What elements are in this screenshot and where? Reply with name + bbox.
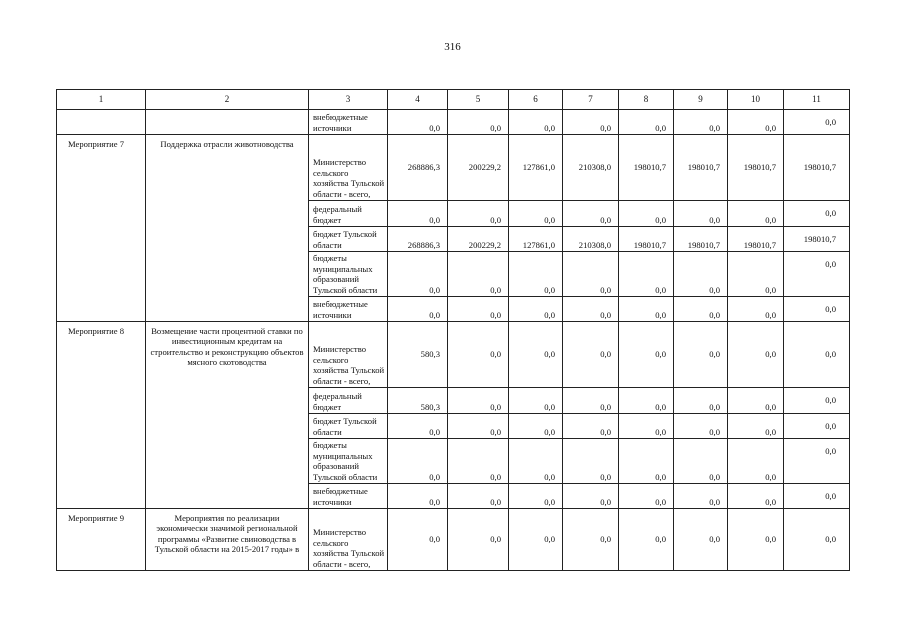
funding-source: внебюджетные источники <box>309 297 388 322</box>
header-cell: 5 <box>448 90 509 110</box>
value-cell: 0,0 <box>448 252 509 297</box>
value-cell: 0,0 <box>563 322 619 388</box>
funding-source: внебюджетные источники <box>309 484 388 509</box>
value-cell: 0,0 <box>674 252 728 297</box>
value-cell: 0,0 <box>509 322 563 388</box>
header-cell: 4 <box>388 90 448 110</box>
event-label: Мероприятие 9 <box>57 509 146 571</box>
value-cell: 0,0 <box>448 388 509 414</box>
value-cell: 0,0 <box>784 252 850 297</box>
table-row <box>57 135 850 201</box>
value-cell: 0,0 <box>509 252 563 297</box>
value-cell: 0,0 <box>509 110 563 135</box>
value-cell: 198010,7 <box>728 227 784 252</box>
value-cell: 0,0 <box>509 509 563 571</box>
value-cell: 0,0 <box>674 388 728 414</box>
value-cell: 0,0 <box>784 439 850 484</box>
value-cell: 198010,7 <box>674 227 728 252</box>
value-cell: 0,0 <box>728 484 784 509</box>
value-cell: 268886,3 <box>388 227 448 252</box>
value-cell: 0,0 <box>509 414 563 439</box>
value-cell: 0,0 <box>388 201 448 227</box>
table-row <box>57 110 850 135</box>
header-cell: 11 <box>784 90 850 110</box>
value-cell: 0,0 <box>728 388 784 414</box>
value-cell: 0,0 <box>728 252 784 297</box>
funding-source: внебюджетные источники <box>309 110 388 135</box>
value-cell: 0,0 <box>388 414 448 439</box>
funding-source: бюджет Тульской области <box>309 227 388 252</box>
value-cell: 0,0 <box>784 201 850 227</box>
value-cell: 0,0 <box>674 414 728 439</box>
value-cell: 0,0 <box>563 110 619 135</box>
event-label: Мероприятие 8 <box>57 322 146 509</box>
value-cell: 0,0 <box>563 297 619 322</box>
event-description <box>146 110 309 135</box>
value-cell: 0,0 <box>728 414 784 439</box>
value-cell: 0,0 <box>619 509 674 571</box>
header-cell: 8 <box>619 90 674 110</box>
value-cell: 0,0 <box>728 201 784 227</box>
value-cell: 0,0 <box>509 297 563 322</box>
value-cell: 210308,0 <box>563 135 619 201</box>
value-cell: 580,3 <box>388 322 448 388</box>
value-cell: 200229,2 <box>448 135 509 201</box>
funding-source: бюджет Тульской области <box>309 414 388 439</box>
value-cell: 0,0 <box>563 509 619 571</box>
value-cell: 198010,7 <box>619 135 674 201</box>
header-cell: 10 <box>728 90 784 110</box>
value-cell: 0,0 <box>563 201 619 227</box>
value-cell: 0,0 <box>728 322 784 388</box>
header-cell: 7 <box>563 90 619 110</box>
value-cell: 0,0 <box>619 322 674 388</box>
value-cell: 0,0 <box>388 509 448 571</box>
funding-source: бюджеты муниципальных образований Тульской области <box>309 252 388 297</box>
value-cell: 0,0 <box>619 110 674 135</box>
value-cell: 268886,3 <box>388 135 448 201</box>
value-cell: 0,0 <box>388 297 448 322</box>
event-description: Поддержка отрасли животноводства <box>146 135 309 322</box>
page-number: 316 <box>444 41 461 53</box>
event-label <box>57 110 146 135</box>
value-cell: 0,0 <box>784 388 850 414</box>
value-cell: 210308,0 <box>563 227 619 252</box>
value-cell: 0,0 <box>674 439 728 484</box>
header-row <box>57 90 850 110</box>
header-cell: 6 <box>509 90 563 110</box>
value-cell: 0,0 <box>784 297 850 322</box>
value-cell: 127861,0 <box>509 227 563 252</box>
funding-source: Министерство сельского хозяйства Тульской области - всего, <box>309 135 388 201</box>
value-cell: 198010,7 <box>728 135 784 201</box>
value-cell: 0,0 <box>563 388 619 414</box>
funding-source: федеральный бюджет <box>309 201 388 227</box>
value-cell: 0,0 <box>784 414 850 439</box>
header-cell: 1 <box>57 90 146 110</box>
event-description: Возмещение части процентной ставки по инвестиционным кредитам на строительство и реконструкцию объектов мясного скотоводства <box>146 322 309 509</box>
value-cell: 0,0 <box>728 509 784 571</box>
value-cell: 0,0 <box>728 110 784 135</box>
value-cell: 0,0 <box>563 414 619 439</box>
value-cell: 0,0 <box>388 484 448 509</box>
value-cell: 200229,2 <box>448 227 509 252</box>
funding-source: Министерство сельского хозяйства Тульской области - всего, <box>309 509 388 571</box>
budget-table <box>56 89 850 571</box>
value-cell: 0,0 <box>674 484 728 509</box>
value-cell: 127861,0 <box>509 135 563 201</box>
header-cell: 9 <box>674 90 728 110</box>
table-row <box>57 322 850 388</box>
value-cell: 0,0 <box>674 110 728 135</box>
value-cell: 0,0 <box>619 201 674 227</box>
funding-source: федеральный бюджет <box>309 388 388 414</box>
value-cell: 0,0 <box>674 201 728 227</box>
value-cell: 0,0 <box>674 297 728 322</box>
value-cell: 0,0 <box>388 110 448 135</box>
value-cell: 0,0 <box>509 201 563 227</box>
value-cell: 580,3 <box>388 388 448 414</box>
value-cell: 0,0 <box>448 439 509 484</box>
value-cell: 0,0 <box>448 297 509 322</box>
funding-source: Министерство сельского хозяйства Тульской области - всего, <box>309 322 388 388</box>
value-cell: 0,0 <box>619 252 674 297</box>
value-cell: 0,0 <box>728 439 784 484</box>
funding-source: бюджеты муниципальных образований Тульской области <box>309 439 388 484</box>
header-cell: 3 <box>309 90 388 110</box>
value-cell: 0,0 <box>563 439 619 484</box>
value-cell: 0,0 <box>563 252 619 297</box>
value-cell: 0,0 <box>509 484 563 509</box>
value-cell: 198010,7 <box>784 135 850 201</box>
value-cell: 0,0 <box>388 439 448 484</box>
value-cell: 0,0 <box>509 388 563 414</box>
value-cell: 0,0 <box>784 509 850 571</box>
value-cell: 0,0 <box>784 484 850 509</box>
value-cell: 0,0 <box>509 439 563 484</box>
table-row <box>57 509 850 571</box>
value-cell: 0,0 <box>448 484 509 509</box>
value-cell: 0,0 <box>448 322 509 388</box>
value-cell: 0,0 <box>619 439 674 484</box>
value-cell: 0,0 <box>448 509 509 571</box>
value-cell: 0,0 <box>784 110 850 135</box>
value-cell: 0,0 <box>674 322 728 388</box>
event-label: Мероприятие 7 <box>57 135 146 322</box>
value-cell: 0,0 <box>619 414 674 439</box>
value-cell: 0,0 <box>563 484 619 509</box>
header-cell: 2 <box>146 90 309 110</box>
value-cell: 198010,7 <box>619 227 674 252</box>
value-cell: 0,0 <box>728 297 784 322</box>
value-cell: 0,0 <box>674 509 728 571</box>
value-cell: 198010,7 <box>674 135 728 201</box>
event-description: Мероприятия по реализации экономически значимой региональной программы «Развитие свиноводства в Тульской области на 2015-2017 годы» в <box>146 509 309 571</box>
value-cell: 0,0 <box>619 388 674 414</box>
value-cell: 0,0 <box>619 484 674 509</box>
value-cell: 0,0 <box>448 414 509 439</box>
value-cell: 0,0 <box>388 252 448 297</box>
value-cell: 0,0 <box>448 201 509 227</box>
value-cell: 0,0 <box>448 110 509 135</box>
value-cell: 0,0 <box>619 297 674 322</box>
value-cell: 198010,7 <box>784 227 850 252</box>
value-cell: 0,0 <box>784 322 850 388</box>
